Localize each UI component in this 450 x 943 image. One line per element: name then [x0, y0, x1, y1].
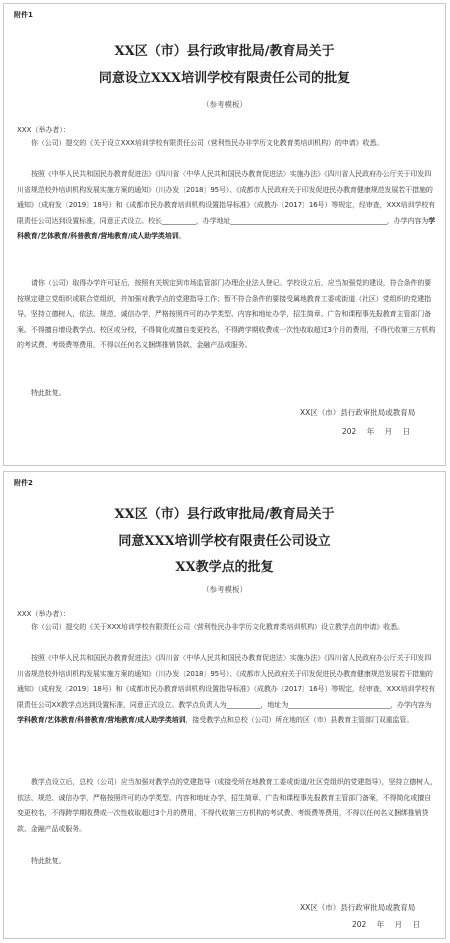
document-title-line1: XX区（市）县行政审批局/教育局关于 [114, 44, 335, 59]
document-title-line3: XX教学点的批复 [175, 560, 274, 575]
paragraph-basis-text: 按照《中华人民共和国民办教育促进法》《四川省〈中华人民共和国民办教育促进法〉实施办法》《四川省人民政府办公厅关于印发四川省规范校外培训机构发展实施方案的通知》（川办发〔2018〕95号）、《成都市人民政府关于印发促进民办教育健康规范发展若干措施的通知》（成府发〔2019〕18号）和《成都市民办教育培训机构设置指导标准》（成教办〔2017〕16号）等规定，经审查，XXX培训学校有限责任公司达到设置标准，同意正式设立。校长__________，办学地址______________________________________________，办学内容为 [17, 170, 436, 225]
paragraph-basis-scope: 学科教育/艺体教育/科普教育/营地教育/成人助学类培训 [17, 716, 186, 724]
paragraph-closing: 特此批复。 [31, 389, 66, 397]
paragraph-basis-end: 。 [178, 232, 186, 240]
paragraph-receipt: 你（公司）提交的《关于XXX培训学校有限责任公司（营利性民办非学历文化教育类培训机构）设立教学点的申请》收悉。 [31, 623, 404, 631]
document-title-line1: XX区（市）县行政审批局/教育局关于 [114, 507, 335, 522]
template-subtitle: （参考模板） [202, 585, 247, 594]
paragraph-basis-text: 按照《中华人民共和国民办教育促进法》《四川省〈中华人民共和国民办教育促进法〉实施办法》《四川省人民政府办公厅关于印发四川省规范校外培训机构发展实施方案的通知》（川办发〔2018〕95号）、《成都市人民政府关于印发促进民办教育健康规范发展若干措施的通知》（成府发〔2019〕18号）和《成都市民办教育培训机构设置指导标准》（成教办〔2017〕16号）等规定，经审查，XXX培训学校有限责任公司XX教学点达到设置标准，同意正式设立。教学点负责人为__________，地址为______________________________，办学内容为 [17, 654, 436, 709]
paragraph-basis [17, 167, 437, 245]
document-title-line2: 同意XXX培训学校有限责任公司设立 [118, 534, 331, 549]
issuing-authority: XX区（市）县行政审批局或教育局 [300, 408, 416, 417]
annex2-document [3, 471, 446, 939]
paragraph-basis-scope: 学科教育/艺体教育/科普教育/营地教育/成人助学类培训 [17, 216, 436, 240]
annex-label: 附件2 [14, 479, 33, 487]
issue-date: 202 年 月 日 [342, 427, 410, 436]
annex1-document [3, 3, 446, 466]
addressee: XXX（举办者）： [17, 610, 70, 618]
addressee: XXX（举办者）： [17, 126, 70, 134]
paragraph-requirements: 请你（公司）取得办学许可证后，按照有关规定到市场监管部门办理企业法人登记。学校设立后，应当加强党的建设，符合条件的要按规定建立党组织或联合党组织，并加强对教学点的党建指导工作；暂不符合条件的要接受属地教育工委或街道（社区）党组织的党建指导。坚持立德树人，依法、规范、诚信办学，严格按照许可的办学类型、内容和地址办学，招生简章、广告和课程事先报教育主管部门备案。不得擅自增设教学点、校区或分校，不得简化或擅自变更校名，不得跨学期收费或一次性收取超过3个月的费用，不得代收第三方机构的考试费、考级费等费用，不得以任何名义捆绑推销贷款、金融产品或服务。 [17, 279, 436, 349]
paragraph-receipt: 你（公司）提交的《关于设立XXX培训学校有限责任公司（营利性民办非学历文化教育类培训机构）的申请》收悉。 [31, 139, 384, 147]
paragraph-requirements: 教学点设立后，总校（公司）应当加强对教学点的党建指导（或接受所在地教育工委或街道/社区党组织的党建指导），坚持立德树人，依法、规范、诚信办学，严格按照许可的办学类型、内容和地址办学，招生简章、广告和课程事先报教育主管部门备案，不得简化或擅自变更校名，不得跨学期收费或一次性收取超过3个月的费用，不得代收第三方机构的考试费、考级费等费用，不得以任何名义捆绑推销贷款、金融产品或服务。 [17, 778, 437, 833]
paragraph-basis-end: ，接受教学点和总校（公司）所在地的区（市）县教育主管部门双重监管。 [185, 716, 414, 724]
annex-label: 附件1 [14, 11, 33, 19]
issuing-authority: XX区（市）县行政审批局或教育局 [300, 903, 416, 912]
paragraph-closing: 特此批复。 [31, 857, 66, 865]
paragraph-basis [17, 651, 437, 729]
document-title-line2: 同意设立XXX培训学校有限责任公司的批复 [98, 71, 351, 86]
issue-date: 202 年 月 日 [352, 920, 420, 929]
template-subtitle: （参考模板） [202, 100, 247, 109]
